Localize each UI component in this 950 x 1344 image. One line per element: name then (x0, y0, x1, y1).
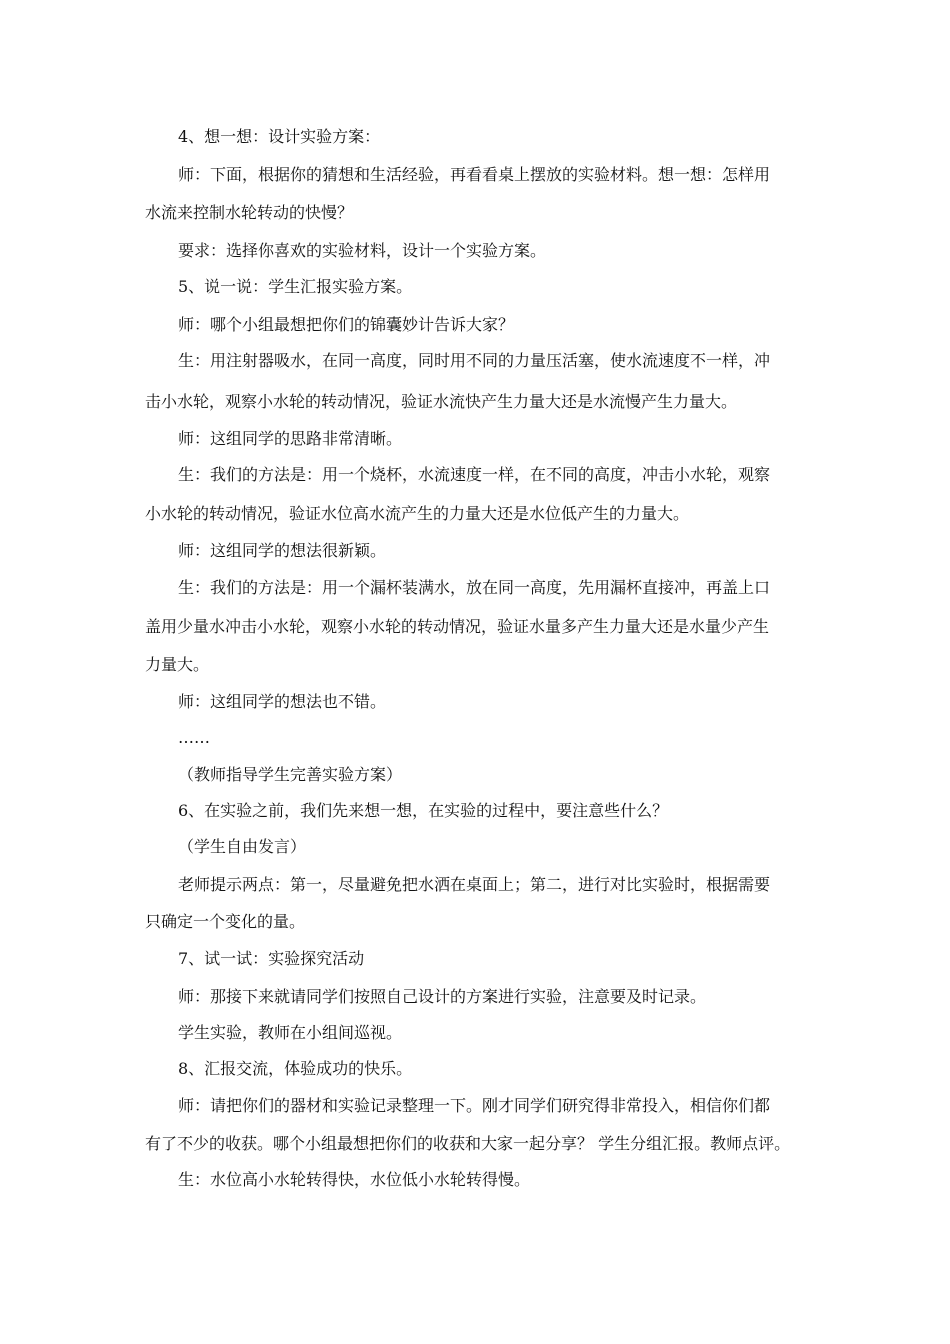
paragraph-line: 师：这组同学的想法也不错。 (178, 692, 387, 711)
paragraph-line: 生：我们的方法是：用一个烧杯，水流速度一样，在不同的高度，冲击小水轮，观察 (178, 465, 771, 484)
paragraph-line: （学生自由发言） (178, 837, 307, 856)
section-heading-6: 6、在实验之前，我们先来想一想，在实验的过程中，要注意些什么？ (178, 801, 669, 820)
paragraph-line: 击小水轮，观察小水轮的转动情况，验证水流快产生力量大还是水流慢产生力量大。 (145, 392, 738, 411)
paragraph-line: 师：这组同学的想法很新颖。 (178, 541, 387, 560)
paragraph-line: 小水轮的转动情况，验证水位高水流产生的力量大还是水位低产生的力量大。 (145, 504, 690, 523)
section-heading-8: 8、汇报交流，体验成功的快乐。 (178, 1059, 413, 1078)
paragraph-line: 生：用注射器吸水，在同一高度，同时用不同的力量压活塞，使水流速度不一样，冲 (178, 351, 771, 370)
ellipsis-line: …… (178, 728, 210, 747)
paragraph-line: 要求：选择你喜欢的实验材料，设计一个实验方案。 (178, 241, 547, 260)
paragraph-line: 水流来控制水轮转动的快慢？ (145, 203, 354, 222)
paragraph-line: 只确定一个变化的量。 (145, 912, 306, 931)
paragraph-line: 生：我们的方法是：用一个漏杯装满水，放在同一高度，先用漏杯直接冲，再盖上口 (178, 578, 771, 597)
paragraph-line: 生：水位高小水轮转得快，水位低小水轮转得慢。 (178, 1170, 531, 1189)
section-heading-7: 7、试一试：实验探究活动 (178, 949, 365, 968)
paragraph-line: 师：这组同学的思路非常清晰。 (178, 429, 403, 448)
paragraph-line: 学生实验，教师在小组间巡视。 (178, 1023, 403, 1042)
paragraph-line: 盖用少量水冲击小水轮，观察小水轮的转动情况，验证水量多产生力量大还是水量少产生 (145, 617, 770, 636)
paragraph-line: 师：下面，根据你的猜想和生活经验，再看看桌上摆放的实验材料。想一想：怎样用 (178, 165, 771, 184)
paragraph-line: 老师提示两点：第一，尽量避免把水洒在桌面上；第二，进行对比实验时，根据需要 (178, 875, 771, 894)
paragraph-line: 师：那接下来就请同学们按照自己设计的方案进行实验，注意要及时记录。 (178, 987, 707, 1006)
section-heading-5: 5、说一说：学生汇报实验方案。 (178, 277, 413, 296)
section-heading-4: 4、想一想：设计实验方案： (178, 127, 381, 146)
paragraph-line: 师：请把你们的器材和实验记录整理一下。刚才同学们研究得非常投入，相信你们都 (178, 1096, 771, 1115)
paragraph-line: 师：哪个小组最想把你们的锦囊妙计告诉大家？ (178, 315, 515, 334)
paragraph-line: （教师指导学生完善实验方案） (178, 765, 403, 784)
paragraph-line: 有了不少的收获。哪个小组最想把你们的收获和大家一起分享？ 学生分组汇报。教师点评。 (145, 1134, 791, 1153)
paragraph-line: 力量大。 (145, 655, 210, 674)
